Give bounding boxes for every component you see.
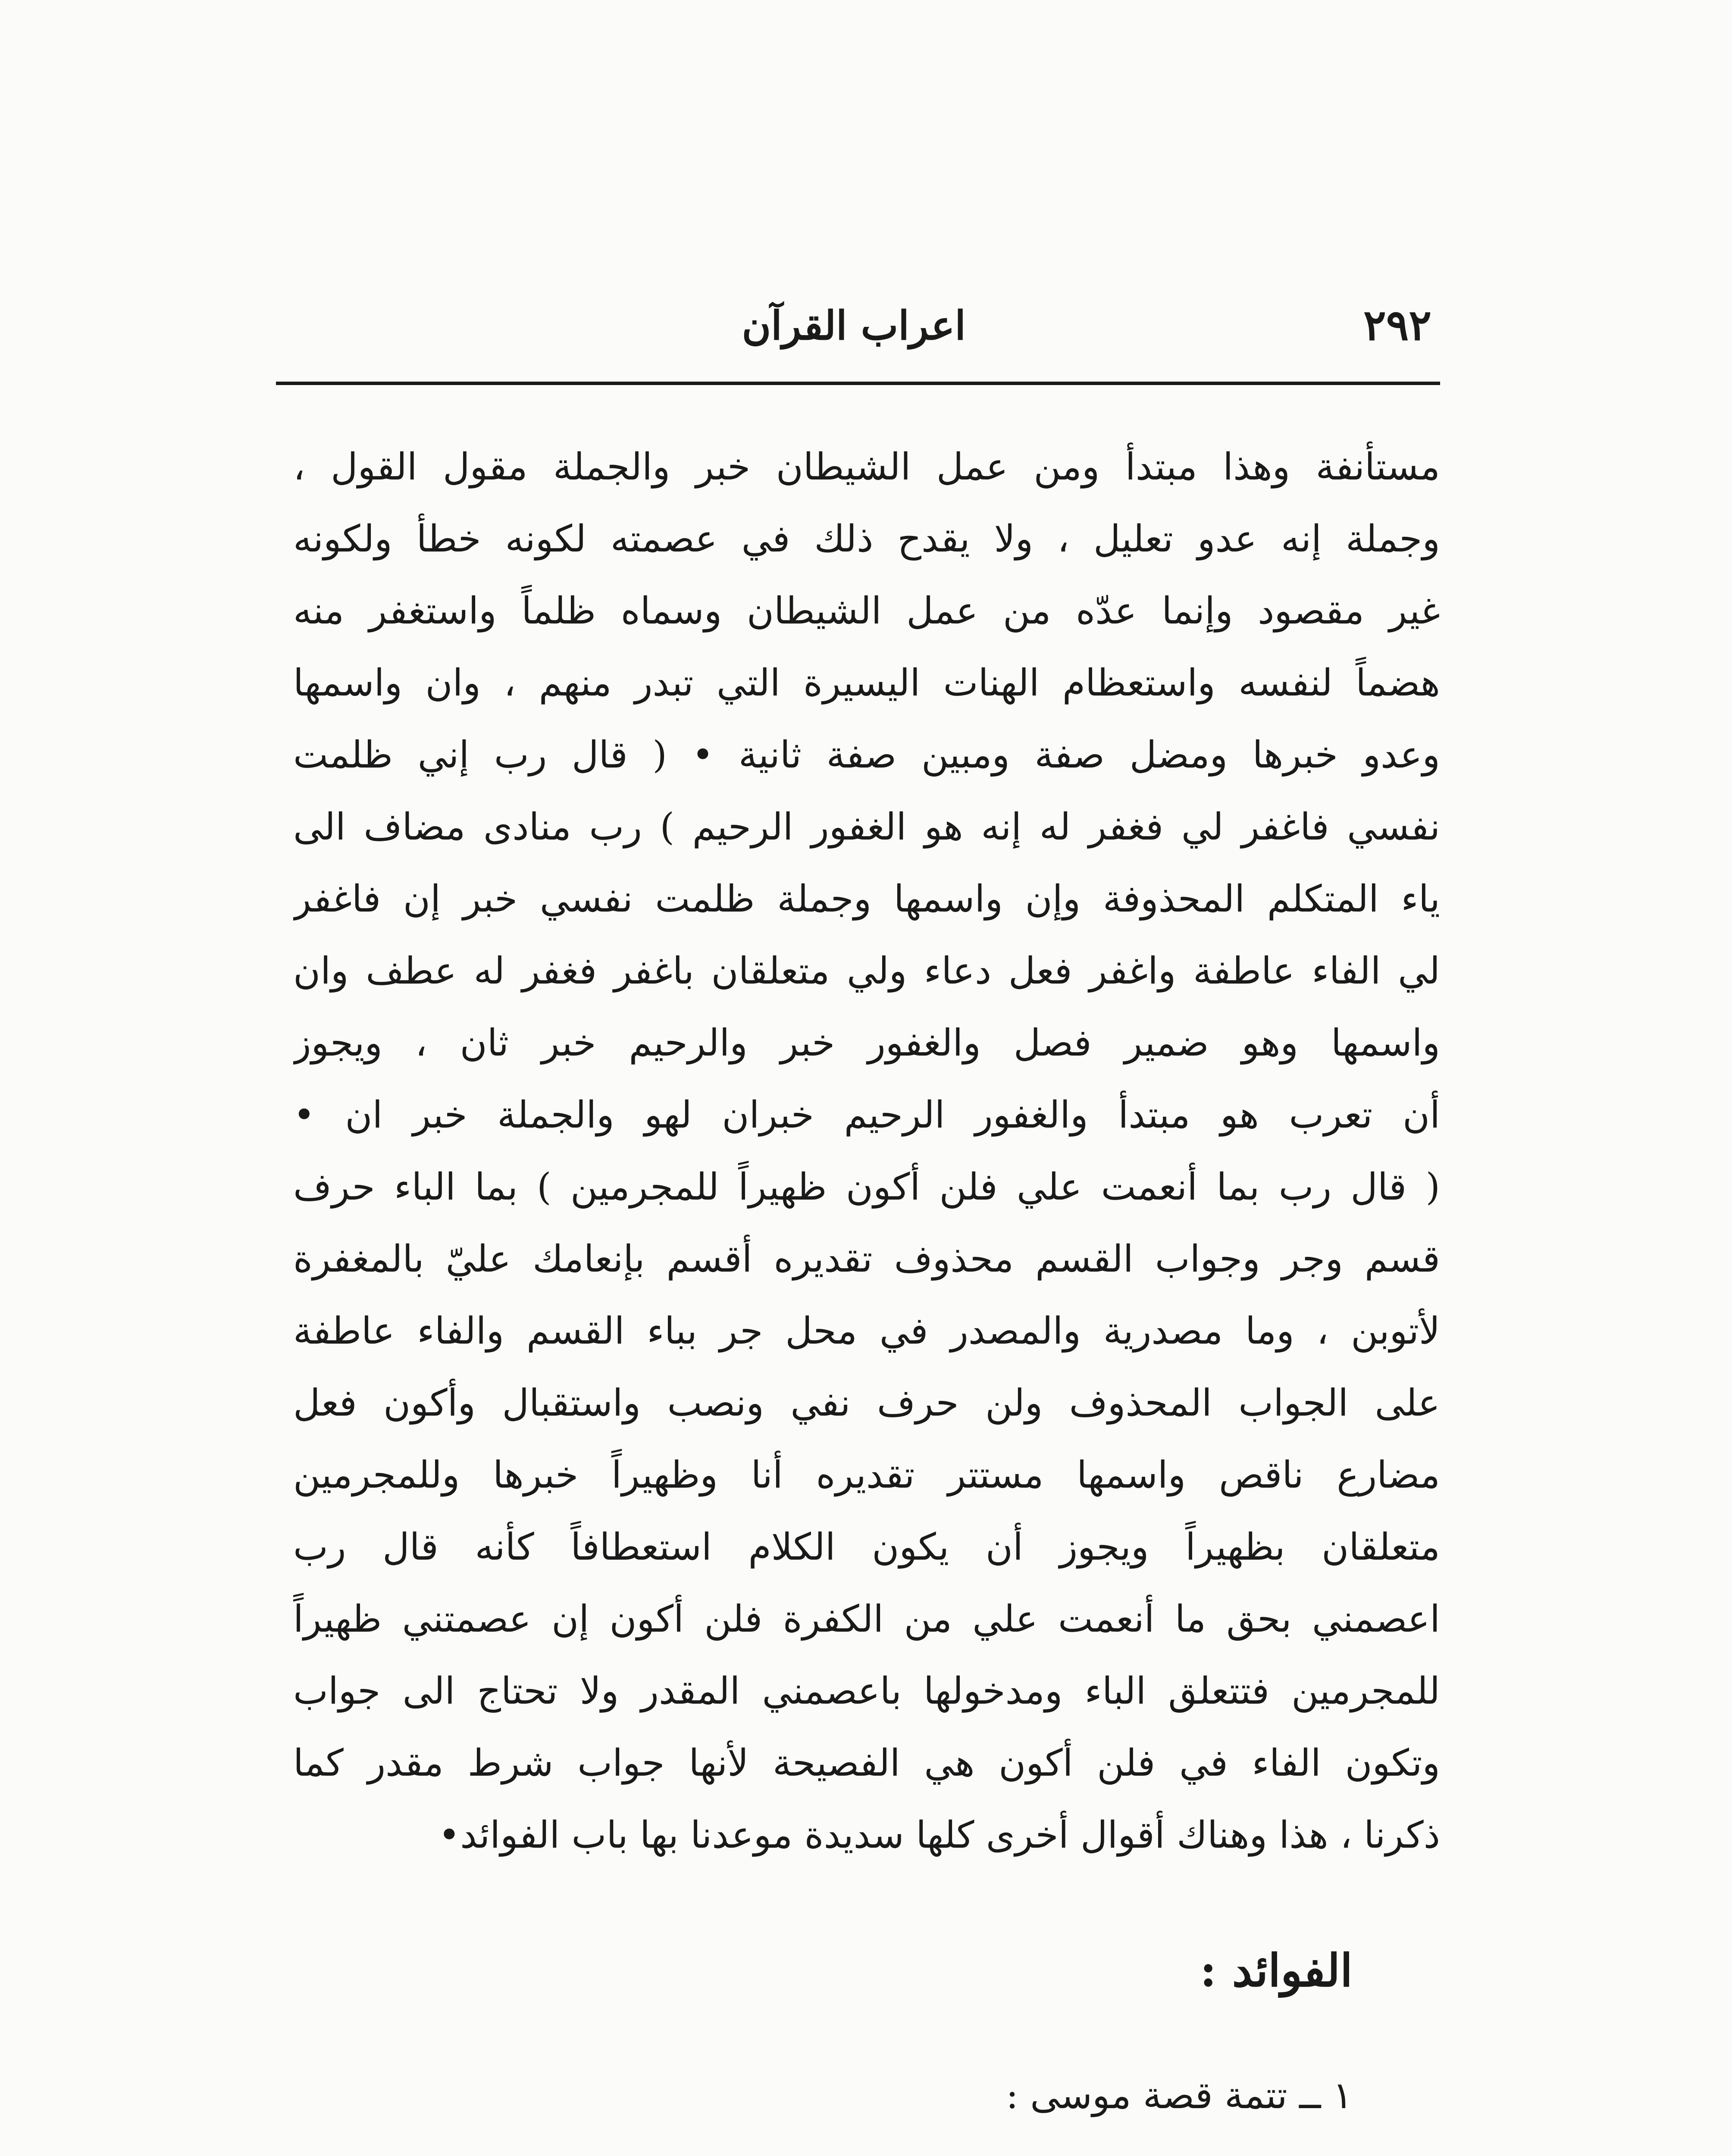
body-line: وجملة إنه عدو تعليل ، ولا يقدح ذلك في عصمته لكونه خطأ ولكونه [293,517,1440,561]
page-number: ٢٩٢ [1363,301,1431,350]
body-line: قسم وجر وجواب القسم محذوف تقديره أقسم بإنعامك عليّ بالمغفرة [293,1238,1440,1281]
body-line: غير مقصود وإنما عدّه من عمل الشيطان وسماه ظلماً واستغفر منه [293,589,1440,633]
body-line: على الجواب المحذوف ولن حرف نفي ونصب واستقبال وأكون فعل [293,1382,1440,1425]
body-line: ( قال رب بما أنعمت علي فلن أكون ظهيراً للمجرمين ) بما الباء حرف [293,1166,1440,1209]
section-heading: الفوائد : [1200,1944,1353,1997]
body-line: هضماً لنفسه واستعظام الهنات اليسيرة التي تبدر منهم ، وان واسمها [293,661,1440,705]
body-line: اعصمني بحق ما أنعمت علي من الكفرة فلن أكون إن عصمتني ظهيراً [293,1598,1440,1641]
page-header [276,293,1440,362]
book-title: اعراب القرآن [742,302,966,349]
body-line: أن تعرب هو مبتدأ والغفور الرحيم خبران لهو والجملة خبر ان • [293,1094,1440,1137]
body-line: ذكرنا ، هذا وهناك أقوال أخرى كلها سديدة موعدنا بها باب الفوائد• [438,1814,1440,1857]
header-divider [276,382,1440,385]
numbered-item: ١ ــ تتمة قصة موسى : [1006,2074,1353,2117]
body-text [293,431,1440,1871]
body-line: وعدو خبرها ومضل صفة ومبين صفة ثانية • ( قال رب إني ظلمت [293,733,1440,777]
body-line: مضارع ناقص واسمها مستتر تقديره أنا وظهيراً خبرها وللمجرمين [293,1454,1440,1497]
body-line: لأتوبن ، وما مصدرية والمصدر في محل جر بباء القسم والفاء عاطفة [293,1310,1440,1353]
body-line: للمجرمين فتتعلق الباء ومدخولها باعصمني المقدر ولا تحتاج الى جواب [293,1670,1440,1713]
body-line: وتكون الفاء في فلن أكون هي الفصيحة لأنها جواب شرط مقدر كما [293,1742,1440,1785]
body-line: مستأنفة وهذا مبتدأ ومن عمل الشيطان خبر والجملة مقول القول ، [293,445,1440,489]
body-line: لي الفاء عاطفة واغفر فعل دعاء ولي متعلقان باغفر فغفر له عطف وان [293,950,1440,993]
body-line: ياء المتكلم المحذوفة وإن واسمها وجملة ظلمت نفسي خبر إن فاغفر [293,877,1440,921]
body-line: واسمها وهو ضمير فصل والغفور خبر والرحيم خبر ثان ، ويجوز [293,1022,1440,1065]
body-line: نفسي فاغفر لي فغفر له إنه هو الغفور الرحيم ) رب منادى مضاف الى [293,805,1440,849]
body-line: متعلقان بظهيراً ويجوز أن يكون الكلام استعطافاً كأنه قال رب [293,1526,1440,1569]
